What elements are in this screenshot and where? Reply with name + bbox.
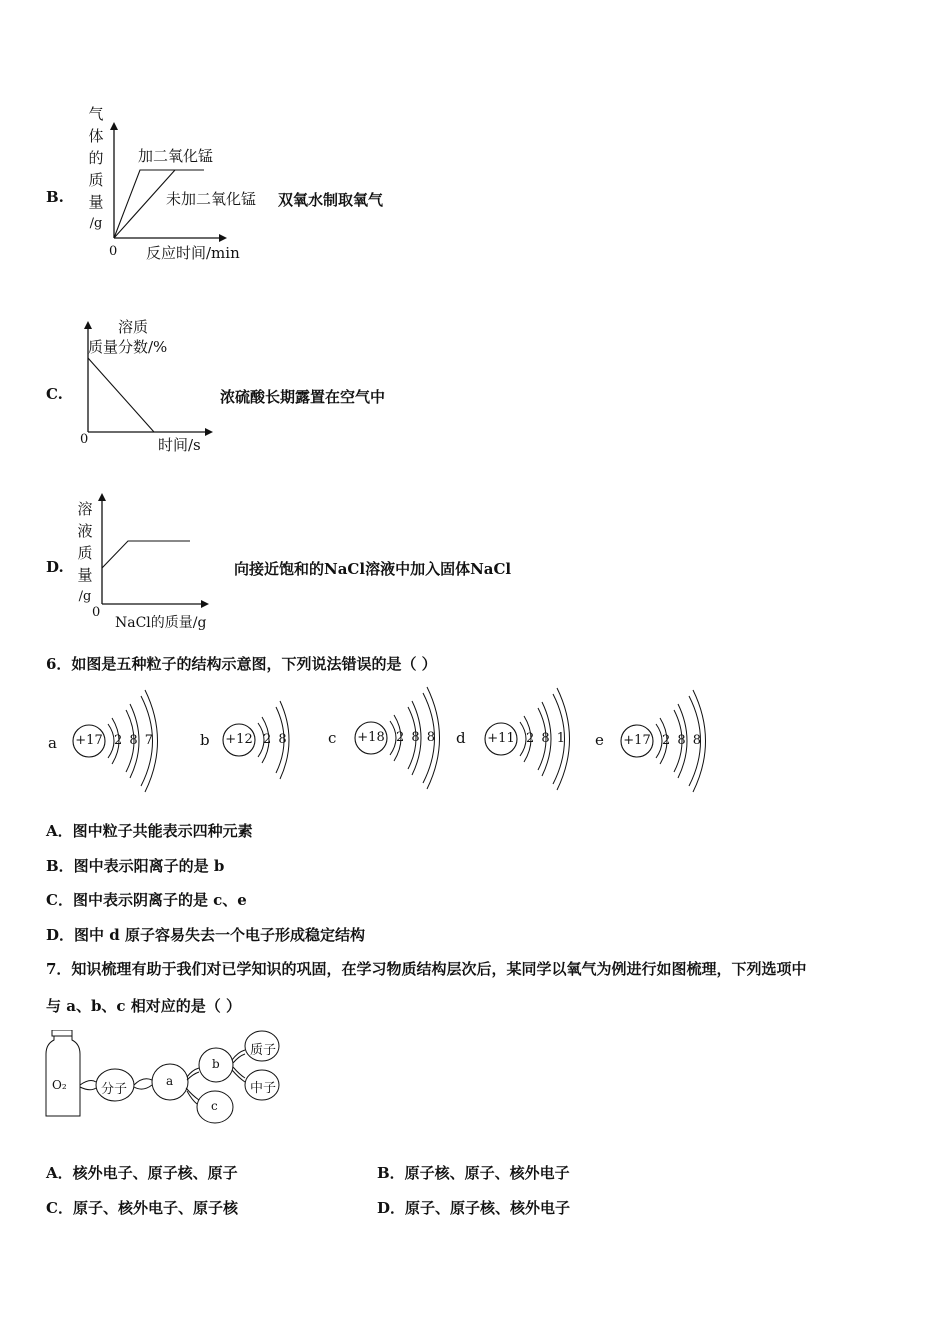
option-c-graph [78, 318, 218, 438]
option-d-origin: 0 [92, 605, 101, 620]
option-d-ylabel: 溶 液 质 量 /g [77, 500, 93, 604]
option-b-line2-label: 未加二氧化锰 [166, 190, 257, 208]
d-y-arrow [98, 493, 106, 501]
node-a-label: a [166, 1074, 174, 1088]
particle-d-nucleus: +11 [487, 731, 515, 746]
option-b-line1-label: 加二氧化锰 [138, 147, 214, 165]
option-c-caption: 浓硫酸长期露置在空气中 [220, 388, 386, 406]
q6-option-d[interactable]: D．图中 d 原子容易失去一个电子形成稳定结构 [46, 926, 365, 944]
particle-c-nucleus: +18 [357, 730, 385, 745]
option-b-graph [100, 118, 230, 248]
option-c-ylabel-1: 溶质 [118, 318, 149, 336]
option-c-xlabel: 时间/s [158, 436, 201, 454]
molecule-label: 分子 [101, 1082, 128, 1097]
particle-c-label: c [328, 729, 337, 747]
q7-option-c[interactable]: C．原子、核外电子、原子核 [46, 1199, 238, 1217]
option-b-xlabel: 反应时间/min [146, 244, 240, 262]
neutron-label: 中子 [250, 1081, 277, 1096]
q7-option-d[interactable]: D．原子、原子核、核外电子 [377, 1199, 571, 1217]
particle-e-electrons: 2 8 8 [662, 733, 702, 748]
option-b-ylabel: 气 体 的 质 量 /g [88, 105, 104, 231]
option-d-caption: 向接近饱和的NaCl溶液中加入固体NaCl [234, 560, 512, 578]
b-x-arrow [219, 234, 227, 242]
particle-a-nucleus: +17 [75, 733, 103, 748]
b-y-arrow [110, 122, 118, 130]
option-b-letter: B. [46, 188, 64, 206]
d-mass-line [102, 541, 190, 568]
option-c-ylabel-2: 质量分数/% [88, 338, 168, 356]
particle-b-electrons: 2 8 [263, 732, 287, 747]
q6-stem: 6．如图是五种粒子的结构示意图，下列说法错误的是（ ） [46, 655, 437, 673]
q7-stem-line1: 7．知识梳理有助于我们对已学知识的巩固，在学习物质结构层次后，某同学以氧气为例进行如图梳理，下列选项中 [46, 960, 807, 978]
option-b-caption: 双氧水制取氧气 [278, 191, 384, 209]
particle-d-label: d [456, 729, 466, 747]
option-c-letter: C. [46, 385, 63, 403]
proton-label: 质子 [250, 1043, 277, 1058]
q6-option-b[interactable]: B．图中表示阳离子的是 b [46, 857, 225, 875]
particle-a-label: a [48, 734, 57, 752]
particle-e-nucleus: +17 [623, 733, 651, 748]
particle-b-nucleus: +12 [225, 732, 253, 747]
particle-c-electrons: 2 8 8 [396, 730, 436, 745]
bottle-body [46, 1036, 80, 1116]
q7-option-b[interactable]: B．原子核、原子、核外电子 [377, 1164, 570, 1182]
option-d-graph [92, 490, 217, 610]
option-c-origin: 0 [80, 432, 89, 447]
particle-a-electrons: 2 8 7 [114, 733, 154, 748]
bottle-label: O₂ [52, 1078, 67, 1092]
bottle-cap [52, 1030, 72, 1036]
option-d-xlabel: NaCl的质量/g [115, 615, 207, 631]
particle-d-electrons: 2 8 1 [526, 731, 566, 746]
q6-option-c[interactable]: C．图中表示阴离子的是 c、e [46, 891, 247, 909]
particle-b-label: b [200, 731, 210, 749]
q6-option-a[interactable]: A．图中粒子共能表示四种元素 [46, 822, 253, 840]
option-b-origin: 0 [109, 244, 118, 259]
c-x-arrow [205, 428, 213, 436]
c-y-arrow [84, 321, 92, 329]
q7-stem-line2: 与 a、b、c 相对应的是（ ） [46, 997, 242, 1015]
node-c-label: c [211, 1099, 218, 1113]
c-decline-line [88, 358, 154, 432]
d-x-arrow [201, 600, 209, 608]
node-b-label: b [212, 1057, 220, 1071]
q7-option-a[interactable]: A．核外电子、原子核、原子 [46, 1164, 238, 1182]
particle-e-label: e [595, 731, 604, 749]
option-d-letter: D. [46, 558, 64, 576]
